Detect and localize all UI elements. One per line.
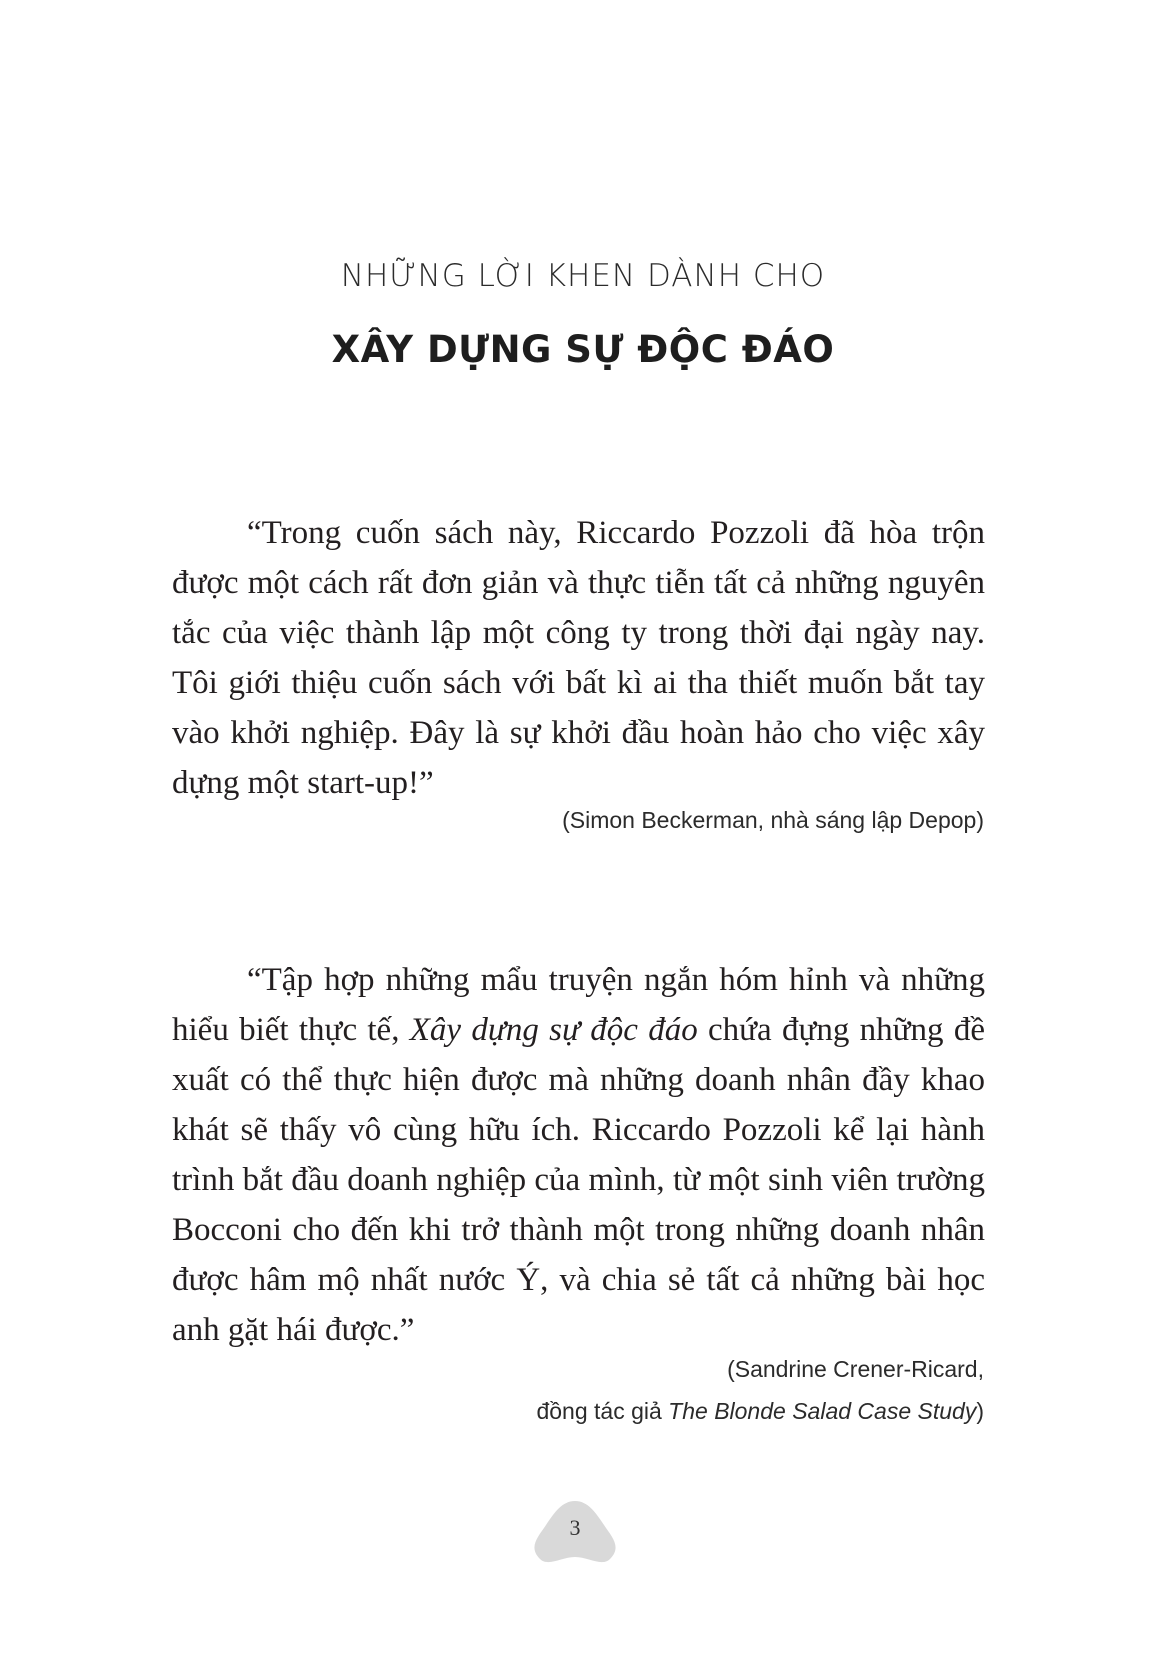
book-title-italic: Xây dựng sự độc đáo xyxy=(409,1012,698,1048)
praise-quote: “Trong cuốn sách này, Riccardo Pozzoli đã hòa trộn được một cách rất đơn giản và thực tiễn tất cả những nguyên tắc của việc thành lập một công ty trong thời đại ngày nay. Tôi giới thiệu cuốn sách với bất kì ai tha thiết muốn bắt tay vào khởi nghiệp. Đây là sự khởi đầu hoàn hảo cho việc xây dựng một start-up!” xyxy=(172,515,985,801)
page-number-badge xyxy=(530,1497,620,1565)
attribution-role-text: đồng tác giả xyxy=(536,1398,669,1424)
book-title: XÂY DỰNG SỰ ĐỘC ĐÁO xyxy=(331,328,835,371)
praise-quote xyxy=(172,955,985,1355)
attribution-name: (Sandrine Crener-Ricard, xyxy=(727,1356,984,1382)
attribution-close: ) xyxy=(976,1398,984,1424)
case-study-title: The Blonde Salad Case Study xyxy=(668,1398,977,1424)
quote-attribution xyxy=(536,1348,984,1432)
quote-text: “Tập hợp những mẩu truyện ngắn hóm hỉnh và những hiểu biết thực tế, xyxy=(172,962,985,1048)
quote-attribution: (Simon Beckerman, nhà sáng lập Depop) xyxy=(562,807,984,833)
praise-heading: NHỮNG LỜI KHEN DÀNH CHO xyxy=(340,258,826,294)
page-number: 3 xyxy=(569,1515,581,1540)
attribution-role xyxy=(536,1390,984,1432)
quote-text: chứa đựng những đề xuất có thể thực hiện được mà những doanh nhân đầy khao khát sẽ thấy vô cùng hữu ích. Riccardo Pozzoli kể lại hành trình bắt đầu doanh nghiệp của mình, từ một sinh viên trường Bocconi cho đến khi trở thành một trong những doanh nhân được hâm mộ nhất nước Ý, và chia sẻ tất cả những bài học anh gặt hái được.” xyxy=(172,1012,985,1348)
